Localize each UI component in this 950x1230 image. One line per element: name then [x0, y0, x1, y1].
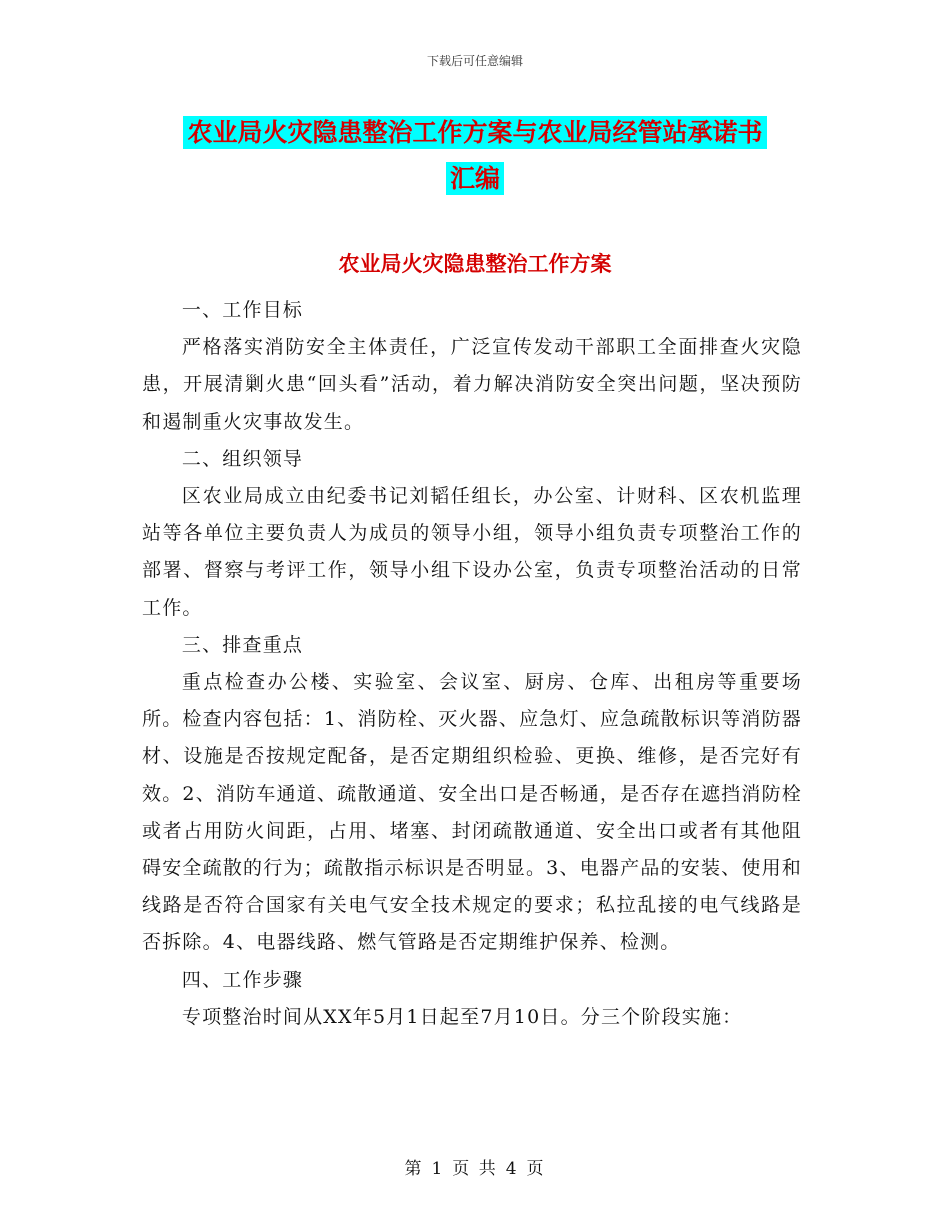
- paragraph-work-steps: 专项整治时间从XX年5月1日起至7月10日。分三个阶段实施：: [181, 1005, 743, 1028]
- section-title: 农业局火灾隐患整治工作方案: [338, 252, 612, 276]
- main-title-line2: 汇编: [446, 162, 504, 195]
- page-number: 1: [431, 1159, 445, 1179]
- heading-organization: 二、组织领导: [181, 447, 304, 470]
- total-pages: 4: [505, 1159, 519, 1179]
- heading-inspection-focus: 三、排查重点: [181, 633, 304, 656]
- header-note: 下载后可任意编辑: [426, 54, 523, 68]
- main-title-line1: 农业局火灾隐患整治工作方案与农业局经管站承诺书: [183, 116, 766, 149]
- main-title: [140, 110, 810, 202]
- paragraph-organization: 区农业局成立由纪委书记刘韬任组长，办公室、计财科、区农机监理站等各单位主要负责人为成员的领导小组，领导小组负责专项整治工作的部署、督察与考评工作，领导小组下设办公室，负责专项整治活动的日常工作。: [142, 485, 802, 619]
- paragraph-goal: 严格落实消防安全主体责任，广泛宣传发动干部职工全面排查火灾隐患，开展清剿火患“回头看”活动，着力解决消防安全突出问题，坚决预防和遏制重火灾事故发生。: [142, 336, 802, 433]
- page-footer: [0, 1154, 950, 1179]
- heading-goal: 一、工作目标: [181, 299, 304, 321]
- paragraph-inspection-focus: 重点检查办公楼、实验室、会议室、厨房、仓库、出租房等重要场所。检查内容包括：1、消防栓、灭火器、应急灯、应急疏散标识等消防器材、设施是否按规定配备，是否定期组织检验、更换、维修，是否完好有效。2、消防车通道、疏散通道、安全出口是否畅通，是否存在遮挡消防栓或者占用防火间距，占用、堵塞、封闭疏散通道、安全出口或者有其他阻碍安全疏散的行为；疏散指示标识是否明显。3、电器产品的安装、使用和线路是否符合国家有关电气安全技术规定的要求；私拉乱接的电气线路是否拆除。4、电器线路、燃气管路是否定期维护保养、检测。: [142, 671, 802, 954]
- document-body: [142, 292, 802, 1036]
- heading-work-steps: 四、工作步骤: [181, 968, 304, 991]
- footer-prefix: 第: [404, 1159, 424, 1179]
- footer-middle: 页 共: [452, 1159, 498, 1179]
- footer-suffix: 页: [526, 1159, 546, 1179]
